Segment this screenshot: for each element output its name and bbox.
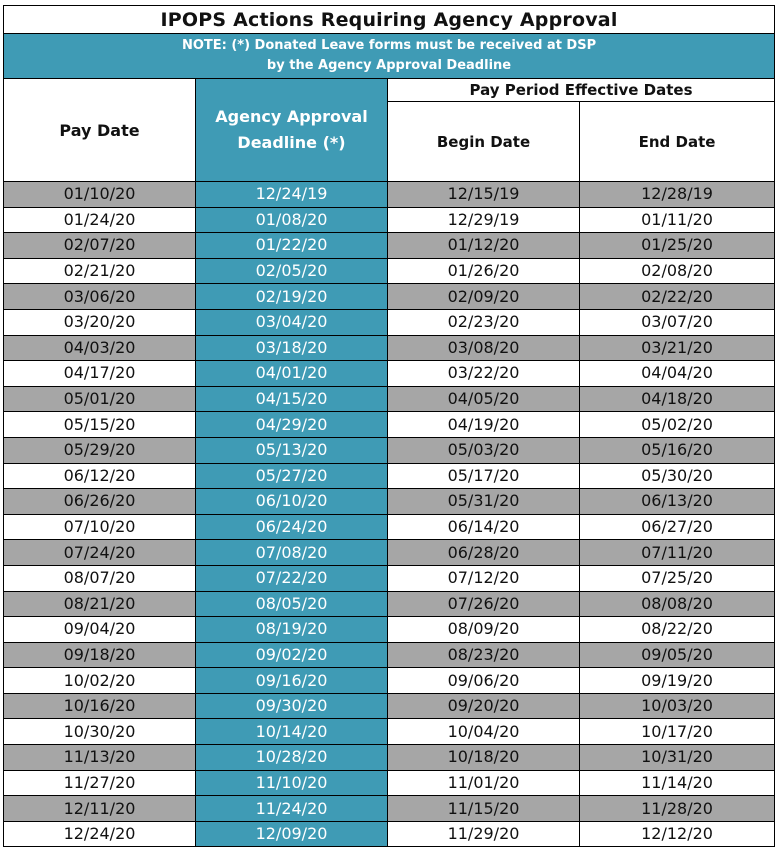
end-date-cell: 04/18/20 — [580, 386, 775, 412]
begin-date-cell: 11/01/20 — [388, 770, 580, 796]
header-deadline-line-1: Agency Approval — [215, 107, 368, 126]
table-row — [4, 284, 775, 310]
table-row — [4, 565, 775, 591]
table-row — [4, 361, 775, 387]
begin-date-cell: 09/06/20 — [388, 668, 580, 694]
pay-date-cell: 01/10/20 — [4, 182, 196, 208]
begin-date-cell: 09/20/20 — [388, 693, 580, 719]
table-row — [4, 540, 775, 566]
begin-date-cell: 08/09/20 — [388, 617, 580, 643]
schedule-rows — [4, 182, 775, 847]
deadline-cell: 08/19/20 — [196, 617, 388, 643]
end-date-cell: 02/22/20 — [580, 284, 775, 310]
begin-date-cell: 12/15/19 — [388, 182, 580, 208]
table-row — [4, 463, 775, 489]
deadline-cell: 04/15/20 — [196, 386, 388, 412]
begin-date-cell: 05/17/20 — [388, 463, 580, 489]
end-date-cell: 12/28/19 — [580, 182, 775, 208]
deadline-cell: 10/14/20 — [196, 719, 388, 745]
end-date-cell: 02/08/20 — [580, 258, 775, 284]
begin-date-cell: 07/26/20 — [388, 591, 580, 617]
header-deadline-line-2: Deadline (*) — [237, 133, 346, 152]
pay-date-cell: 08/21/20 — [4, 591, 196, 617]
begin-date-cell: 11/29/20 — [388, 821, 580, 847]
pay-date-cell: 05/29/20 — [4, 437, 196, 463]
table-row — [4, 182, 775, 208]
pay-date-cell: 08/07/20 — [4, 565, 196, 591]
end-date-cell: 04/04/20 — [580, 361, 775, 387]
deadline-cell: 07/08/20 — [196, 540, 388, 566]
end-date-cell: 08/08/20 — [580, 591, 775, 617]
begin-date-cell: 05/03/20 — [388, 437, 580, 463]
begin-date-cell: 03/08/20 — [388, 335, 580, 361]
pay-date-cell: 03/06/20 — [4, 284, 196, 310]
header-effective-dates: Pay Period Effective Dates — [388, 79, 775, 102]
table-row — [4, 617, 775, 643]
deadline-cell: 09/16/20 — [196, 668, 388, 694]
deadline-cell: 04/29/20 — [196, 412, 388, 438]
deadline-cell: 07/22/20 — [196, 565, 388, 591]
begin-date-cell: 02/09/20 — [388, 284, 580, 310]
pay-date-cell: 06/26/20 — [4, 489, 196, 515]
end-date-cell: 03/07/20 — [580, 309, 775, 335]
deadline-cell: 02/19/20 — [196, 284, 388, 310]
deadline-cell: 12/09/20 — [196, 821, 388, 847]
pay-date-cell: 10/30/20 — [4, 719, 196, 745]
begin-date-cell: 04/19/20 — [388, 412, 580, 438]
pay-date-cell: 05/15/20 — [4, 412, 196, 438]
table-row — [4, 489, 775, 515]
table-row — [4, 770, 775, 796]
end-date-cell: 10/17/20 — [580, 719, 775, 745]
end-date-cell: 12/12/20 — [580, 821, 775, 847]
header-end-date: End Date — [580, 102, 775, 182]
pay-date-cell: 10/16/20 — [4, 693, 196, 719]
begin-date-cell: 12/29/19 — [388, 207, 580, 233]
table-row — [4, 745, 775, 771]
pay-date-cell: 07/10/20 — [4, 514, 196, 540]
end-date-cell: 01/11/20 — [580, 207, 775, 233]
begin-date-cell: 04/05/20 — [388, 386, 580, 412]
approval-schedule — [3, 5, 774, 847]
end-date-cell: 05/16/20 — [580, 437, 775, 463]
end-date-cell: 03/21/20 — [580, 335, 775, 361]
deadline-cell: 06/10/20 — [196, 489, 388, 515]
deadline-cell: 08/05/20 — [196, 591, 388, 617]
table-row — [4, 207, 775, 233]
deadline-cell: 05/27/20 — [196, 463, 388, 489]
pay-date-cell: 02/07/20 — [4, 233, 196, 259]
end-date-cell: 10/31/20 — [580, 745, 775, 771]
pay-date-cell: 04/17/20 — [4, 361, 196, 387]
begin-date-cell: 10/18/20 — [388, 745, 580, 771]
deadline-cell: 09/30/20 — [196, 693, 388, 719]
end-date-cell: 06/13/20 — [580, 489, 775, 515]
header-pay-date: Pay Date — [4, 79, 196, 182]
header-begin-date: Begin Date — [388, 102, 580, 182]
table-row — [4, 514, 775, 540]
note-line-1: NOTE: (*) Donated Leave forms must be received at DSP — [181, 38, 597, 53]
deadline-cell: 02/05/20 — [196, 258, 388, 284]
pay-date-cell: 09/04/20 — [4, 617, 196, 643]
pay-date-cell: 07/24/20 — [4, 540, 196, 566]
schedule-table — [3, 5, 775, 847]
begin-date-cell: 01/12/20 — [388, 233, 580, 259]
end-date-cell: 01/25/20 — [580, 233, 775, 259]
deadline-cell: 01/22/20 — [196, 233, 388, 259]
begin-date-cell: 01/26/20 — [388, 258, 580, 284]
pay-date-cell: 04/03/20 — [4, 335, 196, 361]
end-date-cell: 05/02/20 — [580, 412, 775, 438]
deadline-cell: 11/10/20 — [196, 770, 388, 796]
end-date-cell: 07/11/20 — [580, 540, 775, 566]
pay-date-cell: 09/18/20 — [4, 642, 196, 668]
end-date-cell: 07/25/20 — [580, 565, 775, 591]
begin-date-cell: 06/14/20 — [388, 514, 580, 540]
end-date-cell: 09/05/20 — [580, 642, 775, 668]
end-date-cell: 10/03/20 — [580, 693, 775, 719]
pay-date-cell: 01/24/20 — [4, 207, 196, 233]
pay-date-cell: 12/11/20 — [4, 796, 196, 822]
table-row — [4, 591, 775, 617]
table-title: IPOPS Actions Requiring Agency Approval — [4, 6, 775, 34]
deadline-cell: 03/18/20 — [196, 335, 388, 361]
table-row — [4, 668, 775, 694]
pay-date-cell: 11/27/20 — [4, 770, 196, 796]
table-row — [4, 719, 775, 745]
end-date-cell: 11/28/20 — [580, 796, 775, 822]
note-line-2: by the Agency Approval Deadline — [266, 58, 512, 73]
pay-date-cell: 11/13/20 — [4, 745, 196, 771]
table-row — [4, 335, 775, 361]
begin-date-cell: 03/22/20 — [388, 361, 580, 387]
deadline-cell: 11/24/20 — [196, 796, 388, 822]
deadline-cell: 05/13/20 — [196, 437, 388, 463]
end-date-cell: 11/14/20 — [580, 770, 775, 796]
pay-date-cell: 03/20/20 — [4, 309, 196, 335]
deadline-cell: 03/04/20 — [196, 309, 388, 335]
table-row — [4, 693, 775, 719]
header-agency-deadline — [196, 79, 388, 182]
table-row — [4, 821, 775, 847]
end-date-cell: 06/27/20 — [580, 514, 775, 540]
begin-date-cell: 02/23/20 — [388, 309, 580, 335]
deadline-cell: 10/28/20 — [196, 745, 388, 771]
deadline-cell: 12/24/19 — [196, 182, 388, 208]
deadline-cell: 04/01/20 — [196, 361, 388, 387]
deadline-cell: 01/08/20 — [196, 207, 388, 233]
table-row — [4, 412, 775, 438]
end-date-cell: 08/22/20 — [580, 617, 775, 643]
table-row — [4, 437, 775, 463]
pay-date-cell: 02/21/20 — [4, 258, 196, 284]
pay-date-cell: 10/02/20 — [4, 668, 196, 694]
donated-leave-note — [4, 34, 775, 79]
table-row — [4, 796, 775, 822]
table-row — [4, 642, 775, 668]
table-row — [4, 309, 775, 335]
pay-date-cell: 05/01/20 — [4, 386, 196, 412]
begin-date-cell: 11/15/20 — [388, 796, 580, 822]
pay-date-cell: 12/24/20 — [4, 821, 196, 847]
deadline-cell: 09/02/20 — [196, 642, 388, 668]
deadline-cell: 06/24/20 — [196, 514, 388, 540]
begin-date-cell: 07/12/20 — [388, 565, 580, 591]
begin-date-cell: 06/28/20 — [388, 540, 580, 566]
end-date-cell: 05/30/20 — [580, 463, 775, 489]
begin-date-cell: 10/04/20 — [388, 719, 580, 745]
pay-date-cell: 06/12/20 — [4, 463, 196, 489]
table-row — [4, 233, 775, 259]
table-row — [4, 258, 775, 284]
begin-date-cell: 05/31/20 — [388, 489, 580, 515]
begin-date-cell: 08/23/20 — [388, 642, 580, 668]
table-row — [4, 386, 775, 412]
end-date-cell: 09/19/20 — [580, 668, 775, 694]
